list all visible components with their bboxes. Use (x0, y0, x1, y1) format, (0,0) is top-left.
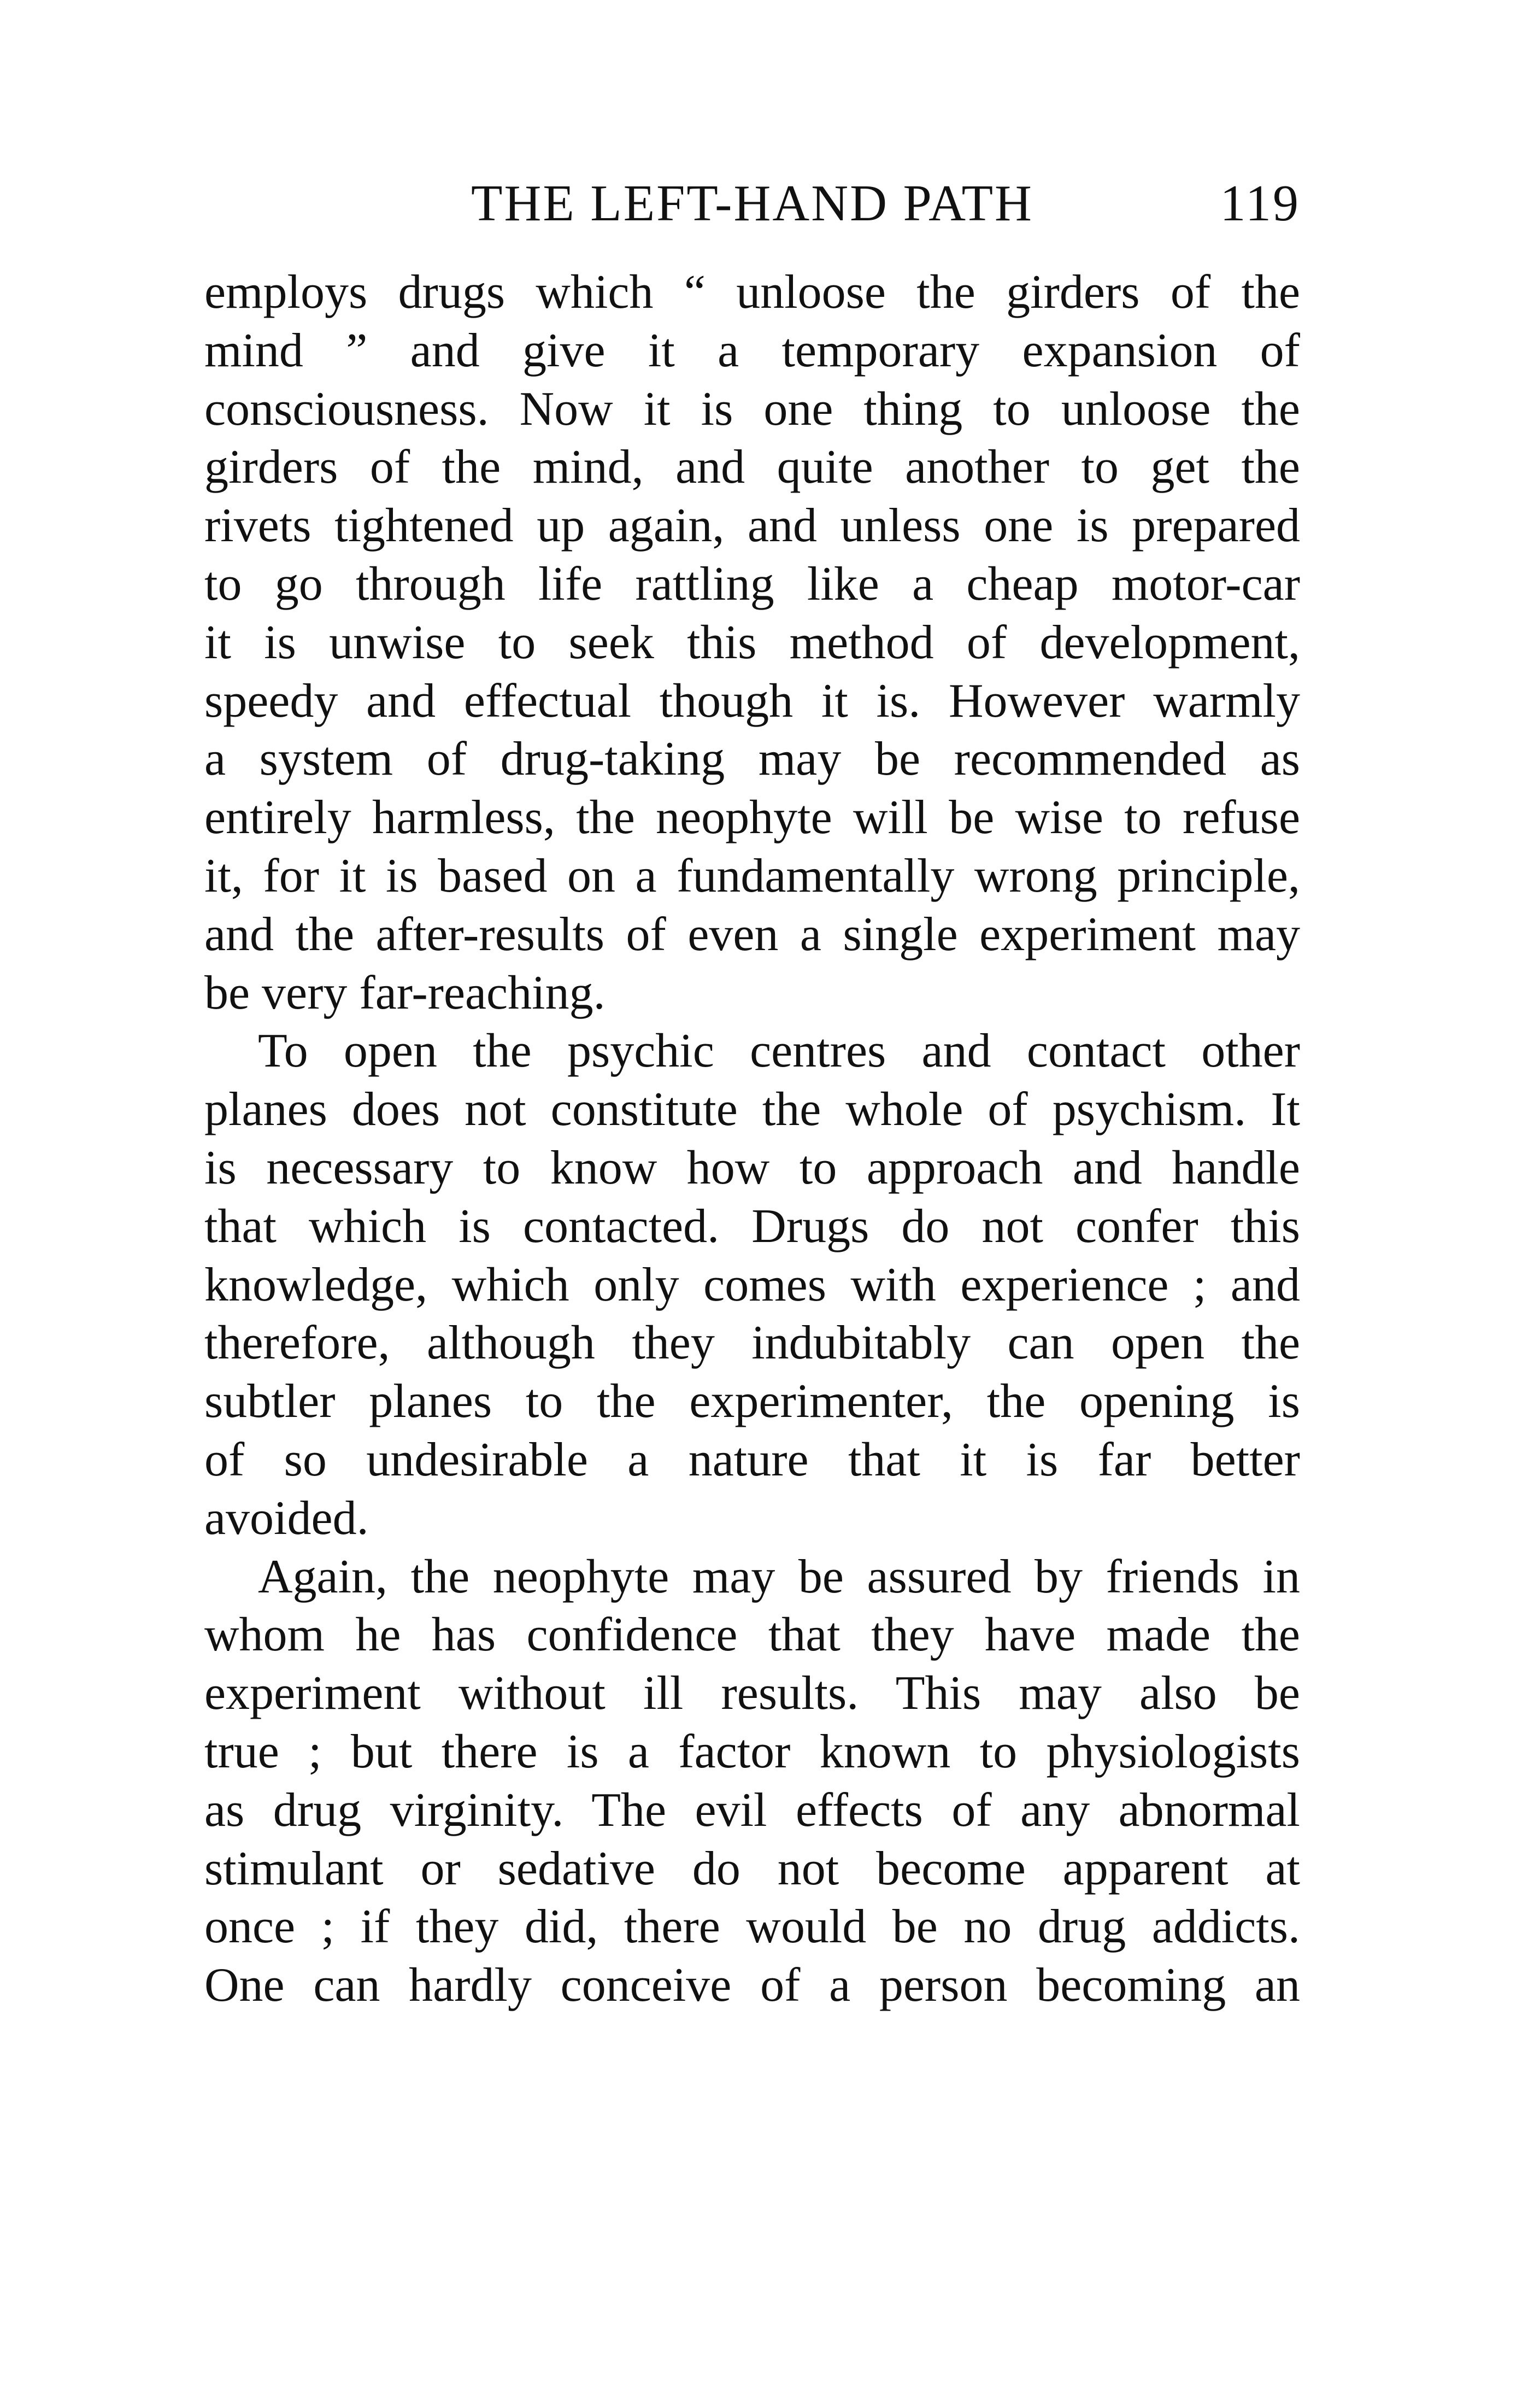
text-line: as drug virginity. The evil effects of any abnormal (204, 1783, 1300, 1837)
text-line: subtler planes to the experimenter, the opening is (204, 1375, 1300, 1428)
text-line: once ; if they did, there would be no drug addicts. (204, 1900, 1300, 1954)
text-line: is necessary to know how to approach and handle (204, 1141, 1300, 1194)
text-line: that which is contacted. Drugs do not confer this (204, 1199, 1300, 1253)
text-line: be very far-reaching. (204, 966, 606, 1020)
text-line: therefore, although they indubitably can open the (204, 1316, 1300, 1370)
text-line: Again, the neophyte may be assured by friends in (258, 1550, 1300, 1603)
text-line: avoided. (204, 1491, 369, 1545)
text-line: whom he has confidence that they have made the (204, 1608, 1300, 1662)
text-line: it is unwise to seek this method of development, (204, 616, 1300, 669)
text-line: of so undesirable a nature that it is far better (204, 1433, 1300, 1486)
text-line: To open the psychic centres and contact other (258, 1024, 1300, 1078)
text-line: and the after-results of even a single experiment may (204, 907, 1300, 961)
text-line: One can hardly conceive of a person becoming an (204, 1959, 1300, 2012)
text-line: rivets tightened up again, and unless one is prepared (204, 499, 1300, 553)
text-line: true ; but there is a factor known to physiologists (204, 1725, 1300, 1778)
text-line: planes does not constitute the whole of psychism. It (204, 1083, 1300, 1137)
text-line: experiment without ill results. This may also be (204, 1667, 1300, 1720)
text-line: speedy and effectual though it is. However warmly (204, 674, 1300, 728)
running-title: THE LEFT-HAND PATH (471, 175, 1033, 232)
text-line: mind ” and give it a temporary expansion of (204, 324, 1300, 377)
text-line: to go through life rattling like a cheap motor-car (204, 557, 1300, 611)
text-line: knowledge, which only comes with experience ; and (204, 1258, 1300, 1311)
text-line: it, for it is based on a fundamentally wrong principle, (204, 849, 1300, 903)
text-line: stimulant or sedative do not become apparent at (204, 1842, 1300, 1895)
text-line: a system of drug-taking may be recommended as (204, 733, 1300, 786)
text-line: employs drugs which “ unloose the girders of the (204, 266, 1300, 319)
page-body (204, 263, 1300, 2015)
text-line: consciousness. Now it is one thing to unloose the (204, 382, 1300, 436)
text-line: entirely harmless, the neophyte will be wise to refuse (204, 791, 1300, 845)
page-number: 119 (1220, 175, 1300, 232)
text-line: girders of the mind, and quite another to get the (204, 441, 1300, 494)
running-head (204, 174, 1300, 245)
